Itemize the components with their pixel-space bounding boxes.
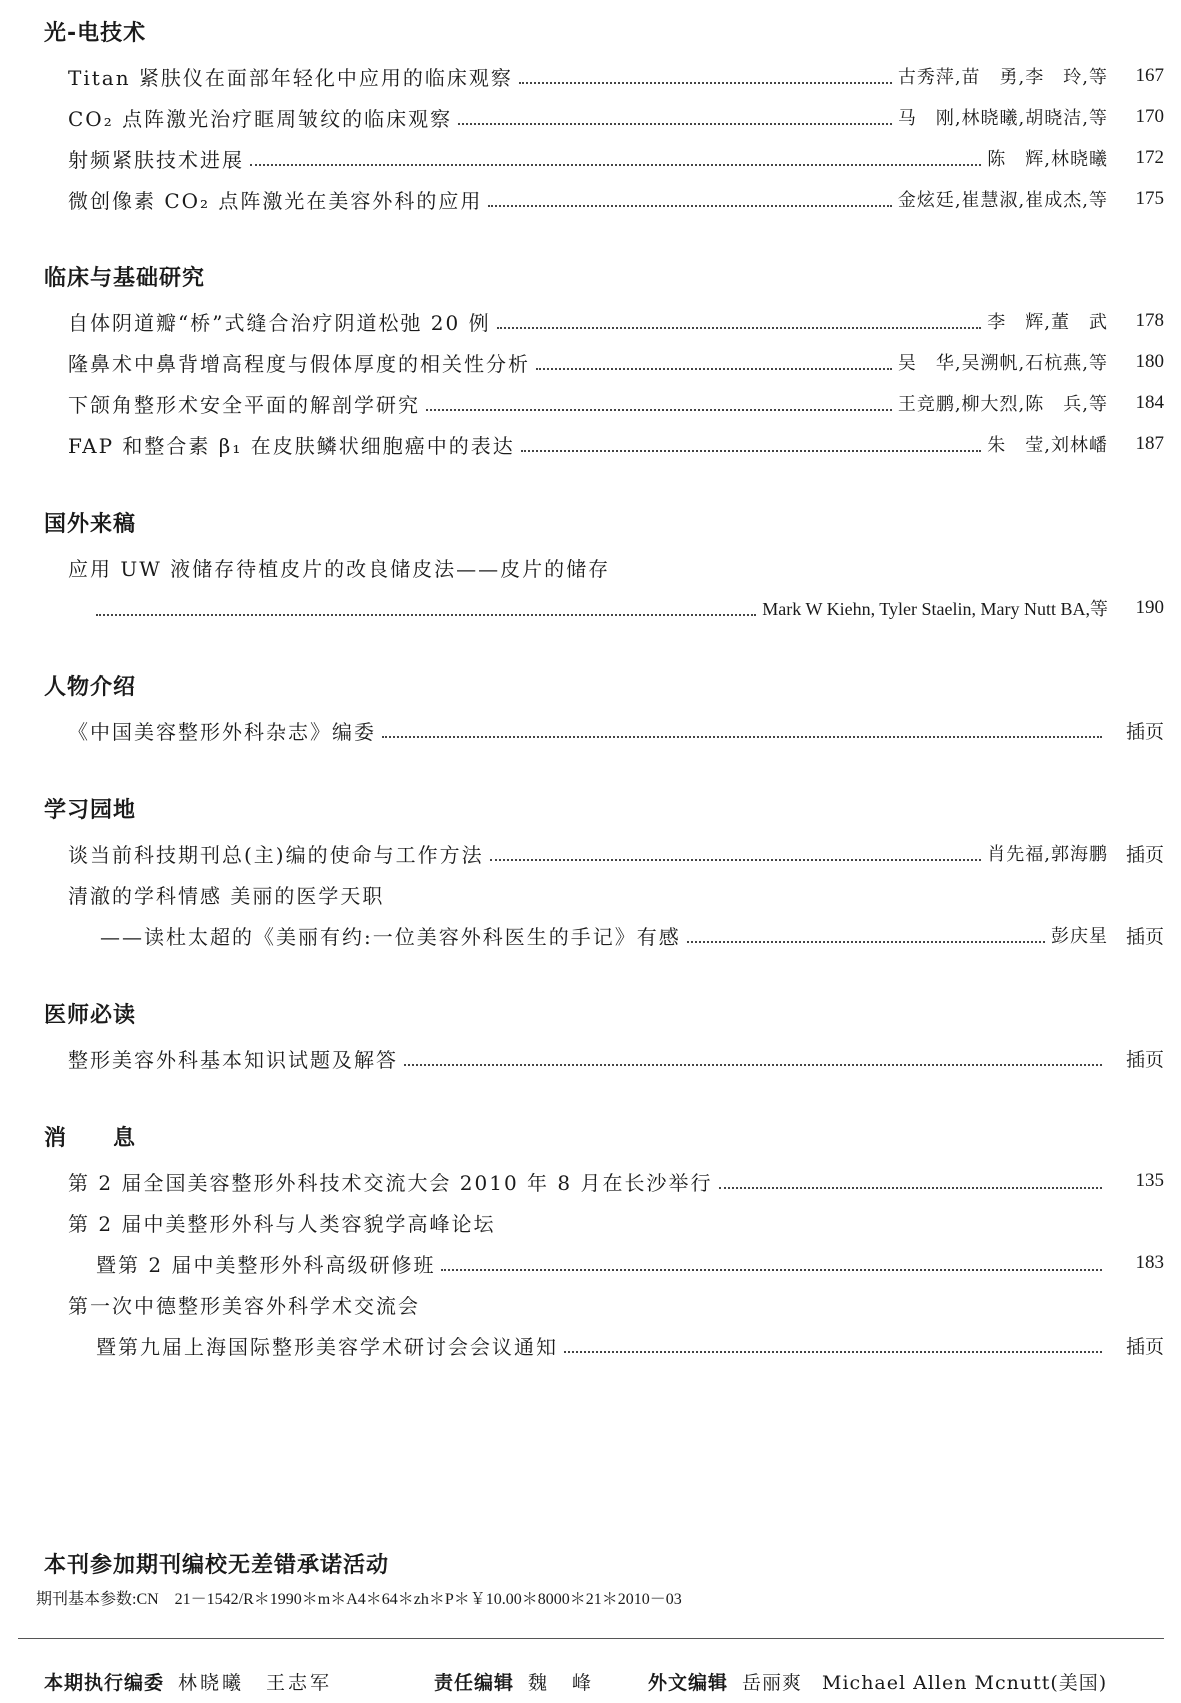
entry-authors: 彭庆星: [1051, 926, 1108, 947]
entry-page: 插页: [1125, 844, 1164, 866]
leader-dots: [441, 1267, 1102, 1271]
entry-title: CO₂ 点阵激光治疗眶周皱纹的临床观察: [68, 106, 453, 131]
leader-dots: [497, 325, 982, 329]
entry-subtitle: 暨第九届上海国际整形美容学术研讨会会议通知: [96, 1334, 558, 1359]
entry-page: 190: [1135, 597, 1164, 618]
entry-subtitle: 暨第 2 届中美整形外科高级研修班: [96, 1252, 436, 1277]
leader-dots: [719, 1185, 1103, 1189]
entry-page: 184: [1135, 392, 1164, 413]
toc-entry[interactable]: [68, 1042, 1164, 1074]
section-title: 消 息: [44, 1126, 137, 1151]
entry-authors: 金炫廷,崔慧淑,崔成杰,等: [897, 190, 1108, 211]
entry-authors: 肖先福,郭海鹏: [987, 844, 1108, 865]
entry-page: 插页: [1125, 721, 1164, 743]
toc-entry[interactable]: [68, 837, 1164, 869]
entry-title: Titan 紧肤仪在面部年轻化中应用的临床观察: [68, 65, 513, 90]
footer-divider: [18, 1638, 1164, 1639]
entry-page: 170: [1135, 106, 1164, 127]
leader-dots: [490, 857, 982, 861]
toc-entry-continuation[interactable]: [96, 592, 1164, 624]
entry-title: 射频紧肤技术进展: [68, 147, 244, 172]
entry-title: 第 2 届中美整形外科与人类容貌学高峰论坛: [68, 1211, 496, 1236]
entry-authors: 朱 莹,刘林嶓: [987, 435, 1108, 456]
toc-entry[interactable]: [68, 1165, 1164, 1197]
entry-page: 135: [1135, 1170, 1164, 1191]
section-title: 学习园地: [44, 798, 137, 823]
toc-entry[interactable]: [68, 1206, 1164, 1238]
toc-entry[interactable]: [68, 714, 1164, 746]
section-title: 光-电技术: [44, 21, 147, 46]
toc-entry[interactable]: [68, 428, 1164, 460]
toc-entry[interactable]: [68, 183, 1164, 215]
toc-entry[interactable]: [68, 551, 1164, 583]
entry-title: FAP 和整合素 β₁ 在皮肤鳞状细胞癌中的表达: [68, 433, 515, 458]
toc-entry[interactable]: [68, 142, 1164, 174]
toc-entry[interactable]: [68, 60, 1164, 92]
section-title: 临床与基础研究: [44, 266, 206, 291]
toc-entry[interactable]: [68, 387, 1164, 419]
leader-dots: [96, 612, 756, 616]
entry-title: 微创像素 CO₂ 点阵激光在美容外科的应用: [68, 188, 483, 213]
entry-page: 178: [1135, 310, 1164, 331]
toc-entry[interactable]: [68, 101, 1164, 133]
entry-page: 插页: [1125, 926, 1164, 948]
entry-title: 下颌角整形术安全平面的解剖学研究: [68, 392, 420, 417]
entry-title: 《中国美容整形外科杂志》编委: [68, 719, 376, 744]
foreign-editor-label: 外文编辑: [648, 1672, 729, 1694]
entry-authors: 马 刚,林晓曦,胡晓洁,等: [897, 108, 1108, 129]
exec-editors-label: 本期执行编委: [44, 1672, 165, 1694]
entry-page: 167: [1135, 65, 1164, 86]
toc-entry-continuation[interactable]: [96, 1247, 1164, 1279]
entry-title: 清澈的学科情感 美丽的医学天职: [68, 883, 385, 908]
entry-page: 187: [1135, 433, 1164, 454]
campaign-title: 本刊参加期刊编校无差错承诺活动: [44, 1553, 390, 1578]
entry-authors: 王竞鹏,柳大烈,陈 兵,等: [897, 394, 1108, 415]
foreign-editor-value: 岳丽爽 Michael Allen Mcnutt(美国): [742, 1672, 1108, 1694]
responsible-editor: [434, 1668, 594, 1695]
entry-title: 谈当前科技期刊总(主)编的使命与工作方法: [68, 842, 484, 867]
leader-dots: [536, 366, 892, 370]
entry-title: 隆鼻术中鼻背增高程度与假体厚度的相关性分析: [68, 351, 530, 376]
responsible-editor-value: 魏 峰: [528, 1672, 595, 1694]
leader-dots: [519, 80, 892, 84]
responsible-editor-label: 责任编辑: [434, 1672, 515, 1694]
entry-page: 183: [1135, 1252, 1164, 1273]
leader-dots: [458, 121, 892, 125]
section-title: 国外来稿: [44, 512, 137, 537]
toc-entry[interactable]: [68, 878, 1164, 910]
foreign-editor: [648, 1668, 1107, 1695]
entry-authors: Mark W Kiehn, Tyler Staelin, Mary Nutt BA,等: [762, 599, 1108, 619]
leader-dots: [488, 203, 891, 207]
toc-entry-continuation[interactable]: [96, 1329, 1164, 1361]
entry-page: 插页: [1125, 1336, 1164, 1358]
section-title: 人物介绍: [44, 675, 137, 700]
exec-editors-value: 林晓曦 王志军: [178, 1672, 333, 1694]
entry-subtitle: ——读杜太超的《美丽有约:一位美容外科医生的手记》有感: [100, 924, 681, 949]
entry-authors: 古秀萍,苗 勇,李 玲,等: [897, 67, 1108, 88]
journal-parameters: 期刊基本参数:CN 21－1542/R＊1990＊m＊A4＊64＊zh＊P＊￥10.00＊8000＊21＊2010－03: [36, 1591, 682, 1608]
entry-title: 自体阴道瓣“桥”式缝合治疗阴道松弛 20 例: [68, 310, 491, 335]
toc-entry-continuation[interactable]: [100, 919, 1164, 951]
entry-authors: 李 辉,董 武: [987, 312, 1108, 333]
entry-authors: 陈 辉,林晓曦: [987, 149, 1108, 170]
leader-dots: [687, 939, 1045, 943]
entry-page: 175: [1135, 188, 1164, 209]
entry-title: 第 2 届全国美容整形外科技术交流大会 2010 年 8 月在长沙举行: [68, 1170, 713, 1195]
entry-title: 整形美容外科基本知识试题及解答: [68, 1047, 398, 1072]
entry-page: 插页: [1125, 1049, 1164, 1071]
leader-dots: [382, 734, 1102, 738]
toc-entry[interactable]: [68, 346, 1164, 378]
section-title: 医师必读: [44, 1003, 137, 1028]
toc-entry[interactable]: [68, 1288, 1164, 1320]
leader-dots: [564, 1349, 1102, 1353]
entry-title: 第一次中德整形美容外科学术交流会: [68, 1293, 420, 1318]
entry-authors: 吴 华,吴溯帆,石杭燕,等: [897, 353, 1108, 374]
leader-dots: [426, 407, 892, 411]
entry-page: 180: [1135, 351, 1164, 372]
leader-dots: [521, 448, 982, 452]
toc-entry[interactable]: [68, 305, 1164, 337]
exec-editors: [44, 1668, 332, 1695]
entry-page: 172: [1135, 147, 1164, 168]
leader-dots: [404, 1062, 1102, 1066]
entry-title: 应用 UW 液储存待植皮片的改良储皮法——皮片的储存: [68, 556, 611, 581]
leader-dots: [250, 162, 981, 166]
